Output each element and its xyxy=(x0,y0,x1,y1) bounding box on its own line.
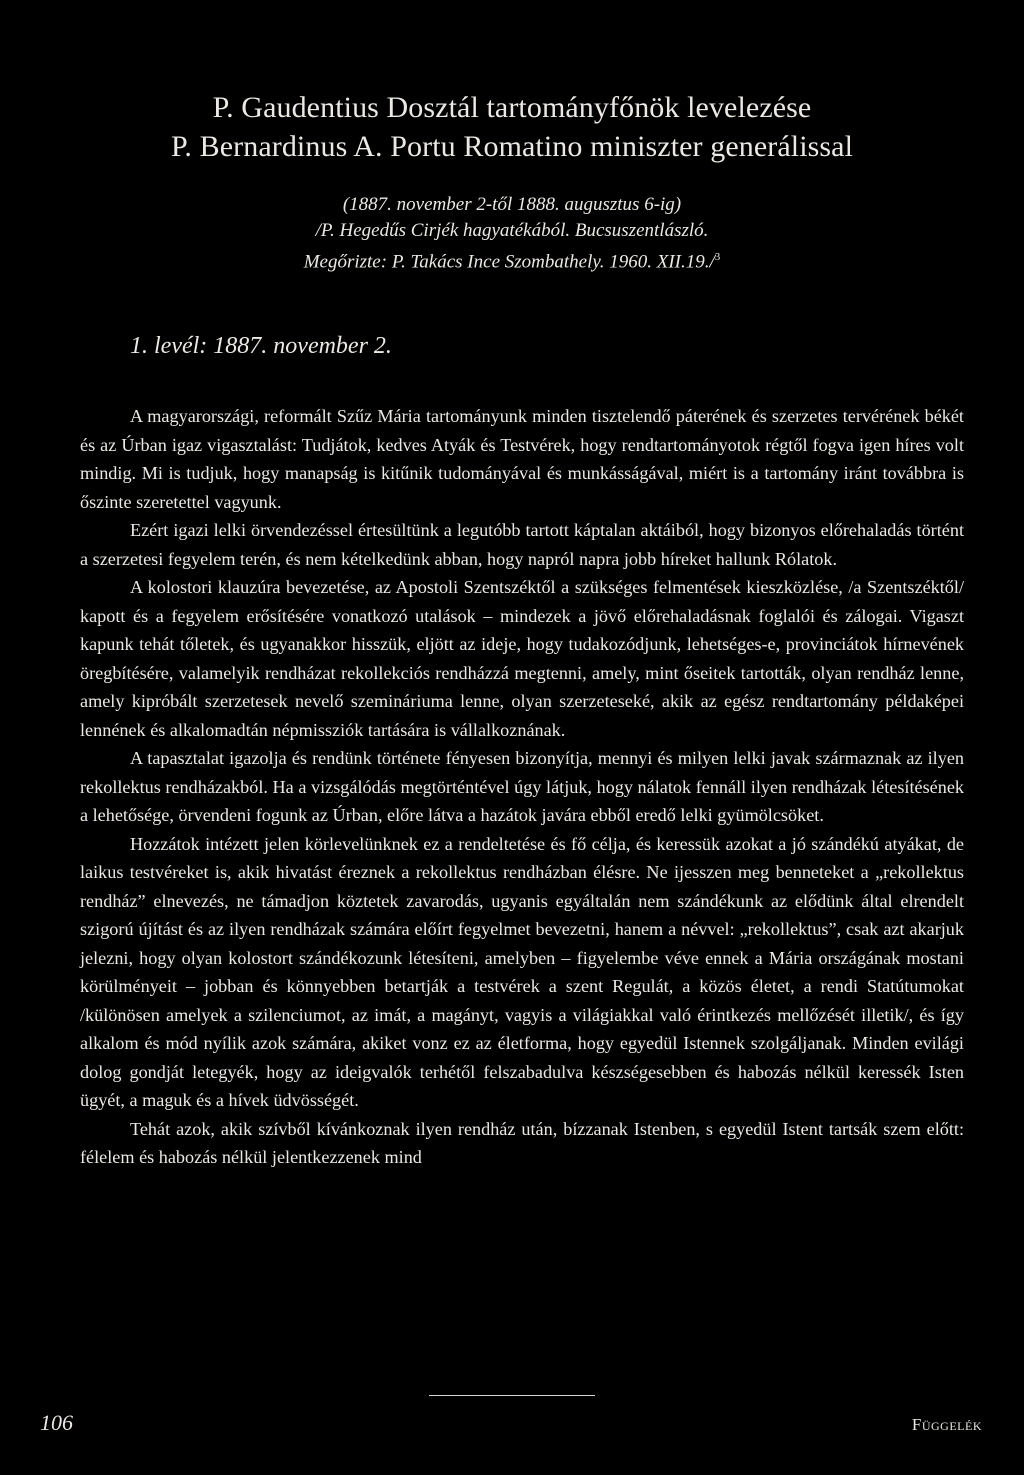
paragraph: Ezért igazi lelki örvendezéssel értesültünk a legutóbb tartott káptalan aktáiból, hogy bizonyos előrehaladás történt a szerzetesi fegyelem terén, és nem kételkedünk abban, hogy napról napra jobb híreket hallunk Rólatok. xyxy=(80,520,964,569)
source-provenance: /P. Hegedűs Cirjék hagyatékából. Bucsuszentlászló. xyxy=(315,220,709,241)
title-line-2: P. Bernardinus A. Portu Romatino miniszter generálissal xyxy=(170,130,854,163)
preservation-note xyxy=(0,244,1024,275)
paragraph: A kolostori klauzúra bevezetése, az Apostoli Szentszéktől a szükséges felmentések kieszközlése, /a Szentszéktől/ kapott és a fegyelem erősítésére vonatkozó utalások – mindezek a jövő előrehaladásnak foglalói és zálogai. Vigaszt kapunk tehát tőletek, és ugyanakkor hisszük, eljött az ideje, hogy tudakozódjunk, lehetséges-e, provinciátok hírnevének öregbítésére, valamelyik rendházat rekollekciós rendházzá megtenni, amely, mint őseitek tartották, olyan rendház lenne, amely kipróbált szerzetesek nevelő szemináriuma lenne, olyan szerzeteseké, akik az egész rendtartomány példaképei lennének és alkalomadtán népmissziók tartására is vállalkoznának. xyxy=(80,577,964,740)
page-number: 106 xyxy=(40,1410,73,1435)
footer-divider xyxy=(429,1395,595,1396)
title-line-1: P. Gaudentius Dosztál tartományfőnök levelezése xyxy=(212,91,812,124)
letter-body xyxy=(80,402,964,1172)
letter-heading: 1. levél: 1887. november 2. xyxy=(130,333,392,359)
date-range: (1887. november 2-től 1888. augusztus 6-ig) xyxy=(342,194,682,215)
paragraph: Tehát azok, akik szívből kívánkoznak ilyen rendház után, bízzanak Istenben, s egyedül Istent tartsák szem előtt: félelem és habozás nélkül jelentkezzenek mind xyxy=(80,1118,964,1167)
paragraph: Hozzátok intézett jelen körlevelünknek ez a rendeltetése és fő célja, és keressük azokat a jó szándékú atyákat, de laikus testvéreket is, akik hivatást éreznek a rekollektus rendházban élésre. Ne ijesszen meg benneteket a „rekollektus rendház” elnevezés, ne támadjon köztetek zavarodás, ugyanis egyáltalán nem szándékunk az elődünk által elrendelt szigorú újítást és az ilyen rendházak számára előírt fegyelmet bevezetni, hanem a névvel: „rekollektus”, csak azt akarjuk jelezni, hogy olyan kolostort szándékozunk létesíteni, amelyben – figyelembe véve ennek a Mária országának mostani körülményeit – jobban és könnyebben betartják a testvérek a szent Regulát, a közös életet, a rendi Statútumokat /különösen amelyek a szilenciumot, az imát, a magányt, vagyis a világiakkal való érintkezés mellőzését illetik/, és így alkalom és mód nyílik azok számára, akiket vonz ez az életforma, hogy egyedül Istennek szolgáljanak. Minden evilági dolog gondját letegyék, hogy az ideigvalók terhétől felszabadulva készségesebben és habozás nélkül keressék Isten ügyét, a maguk és a hívek üdvösségét. xyxy=(80,833,964,1110)
paragraph: A tapasztalat igazolja és rendünk története fényesen bizonyítja, mennyi és milyen lelki javak származnak az ilyen rekollektus rendházakból. Ha a vizsgálódás megtörténtével úgy látjuk, hogy nálatok fennáll ilyen rendházak létesítésének a lehetősége, örvendeni fogunk az Úrban, előre látva a hazátok javára ebből eredő lelki gyümölcsöket. xyxy=(80,748,964,825)
source-info xyxy=(0,192,1024,275)
footnote-marker[interactable]: 3 xyxy=(714,251,721,263)
document-title xyxy=(0,88,1024,166)
preservation-note-text: Megőrizte: P. Takács Ince Szombathely. 1960. XII.19./ xyxy=(303,251,715,273)
running-title: Függelék xyxy=(911,1415,982,1434)
paragraph: A magyarországi, reformált Szűz Mária tartományunk minden tisztelendő páterének és szerzetes tervérének békét és az Úrban igaz vigasztalást: Tudjátok, kedves Atyák és Testvérek, hogy rendtartományotok régtől fogva igen híres volt mindig. Mi is tudjuk, hogy manapság is kitűnik tudományával és munkásságával, miért is a tartomány iránt továbbra is őszinte szeretettel vagyunk. xyxy=(80,406,964,512)
